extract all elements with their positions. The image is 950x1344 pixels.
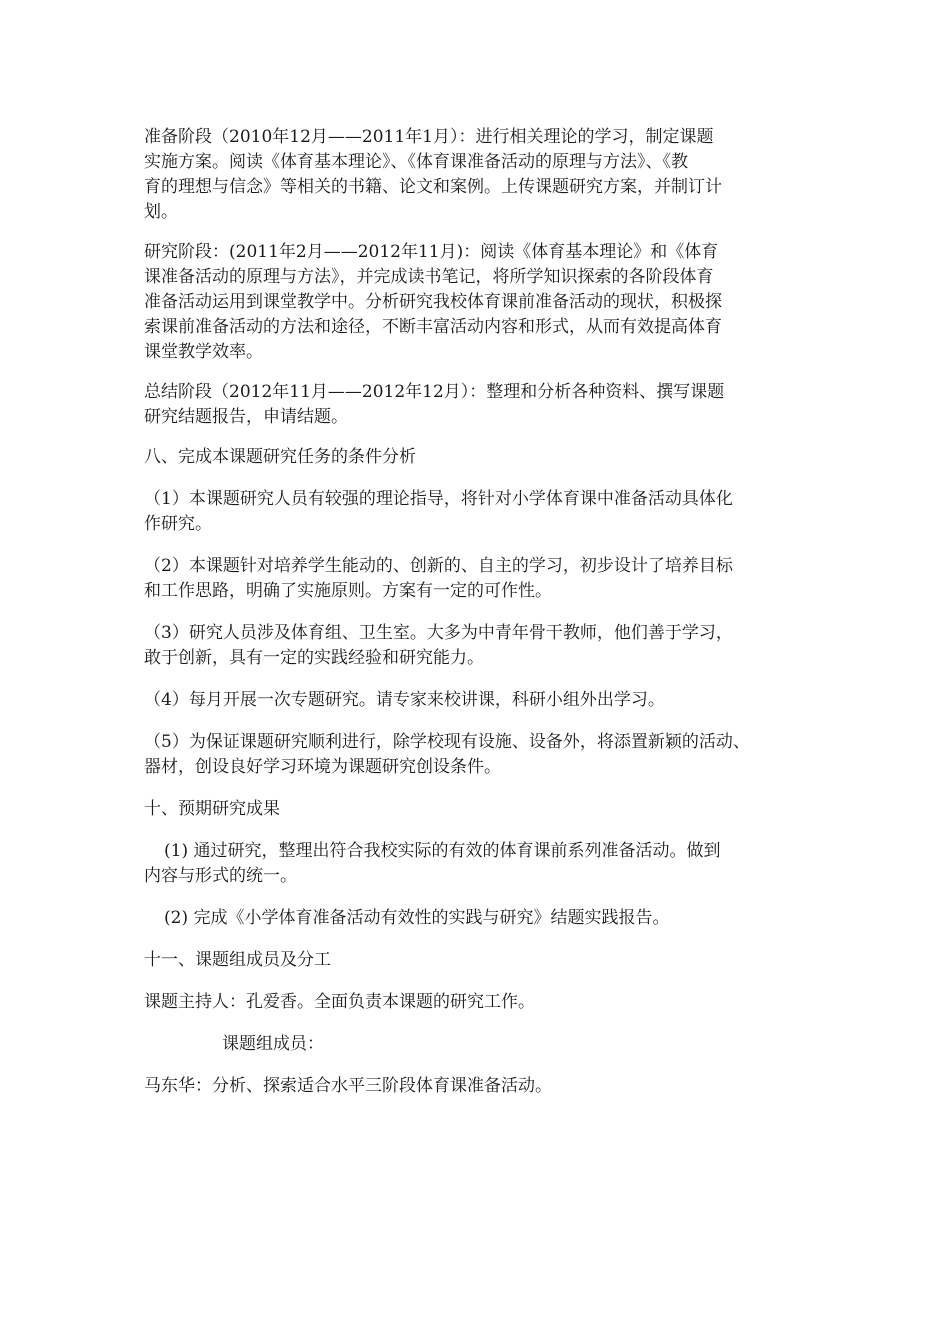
stage-summary-paragraph: 总结阶段（2012年11月——2012年12月）：整理和分析各种资料、撰写课题 研究结题报告，申请结题。 bbox=[144, 382, 725, 427]
section-heading-11: 十一、课题组成员及分工 bbox=[144, 950, 331, 970]
host-line: 课题主持人：孔爱香。全面负责本课题的研究工作。 bbox=[144, 992, 535, 1012]
document-body bbox=[144, 125, 824, 1116]
result-item-2: (2) 完成《小学体育准备活动有效性的实践与研究》结题实践报告。 bbox=[164, 908, 670, 928]
condition-item-5: （5）为保证课题研究顺利进行，除学校现有设施、设备外，将添置新颖的活动、 器材，创设良好学习环境为课题研究创设条件。 bbox=[144, 732, 750, 777]
condition-item-4: （4）每月开展一次专题研究。请专家来校讲课，科研小组外出学习。 bbox=[144, 690, 665, 710]
section-heading-8: 八、完成本课题研究任务的条件分析 bbox=[144, 447, 416, 467]
stage-research-paragraph: 研究阶段：(2011年2月——2012年11月)：阅读《体育基本理论》和《体育 课准备活动的原理与方法》，并完成读书笔记，将所学知识探索的各阶段体育 准备活动运用到课堂教学中。分析研究我校体育课前准备活动的现状，积极探 索课前准备活动的方法和途径，不断丰富活动内容和形式，从而有效提高体育 课堂教学效率。 bbox=[144, 242, 722, 362]
result-item-1: (1) 通过研究，整理出符合我校实际的有效的体育课前系列准备活动。做到 内容与形式的统一。 bbox=[144, 841, 721, 886]
members-label: 课题组成员： bbox=[222, 1034, 324, 1054]
condition-item-2: （2）本课题针对培养学生能动的、创新的、自主的学习，初步设计了培养目标 和工作思路，明确了实施原则。方案有一定的可作性。 bbox=[144, 556, 733, 601]
condition-item-3: （3）研究人员涉及体育组、卫生室。大多为中青年骨干教师，他们善于学习， 敢于创新，具有一定的实践经验和研究能力。 bbox=[144, 623, 733, 668]
condition-item-1: （1）本课题研究人员有较强的理论指导，将针对小学体育课中准备活动具体化 作研究。 bbox=[144, 489, 733, 534]
stage-prep-paragraph: 准备阶段（2010年12月——2011年1月）：进行相关理论的学习，制定课题 实施方案。阅读《体育基本理论》、《体育课准备活动的原理与方法》、《教 育的理想与信念》等相关的书籍、论文和案例。上传课题研究方案，并制订计 划。 bbox=[144, 127, 722, 222]
member-ma-line: 马东华：分析、探索适合水平三阶段体育课准备活动。 bbox=[144, 1076, 552, 1096]
section-heading-10: 十、预期研究成果 bbox=[144, 799, 280, 819]
